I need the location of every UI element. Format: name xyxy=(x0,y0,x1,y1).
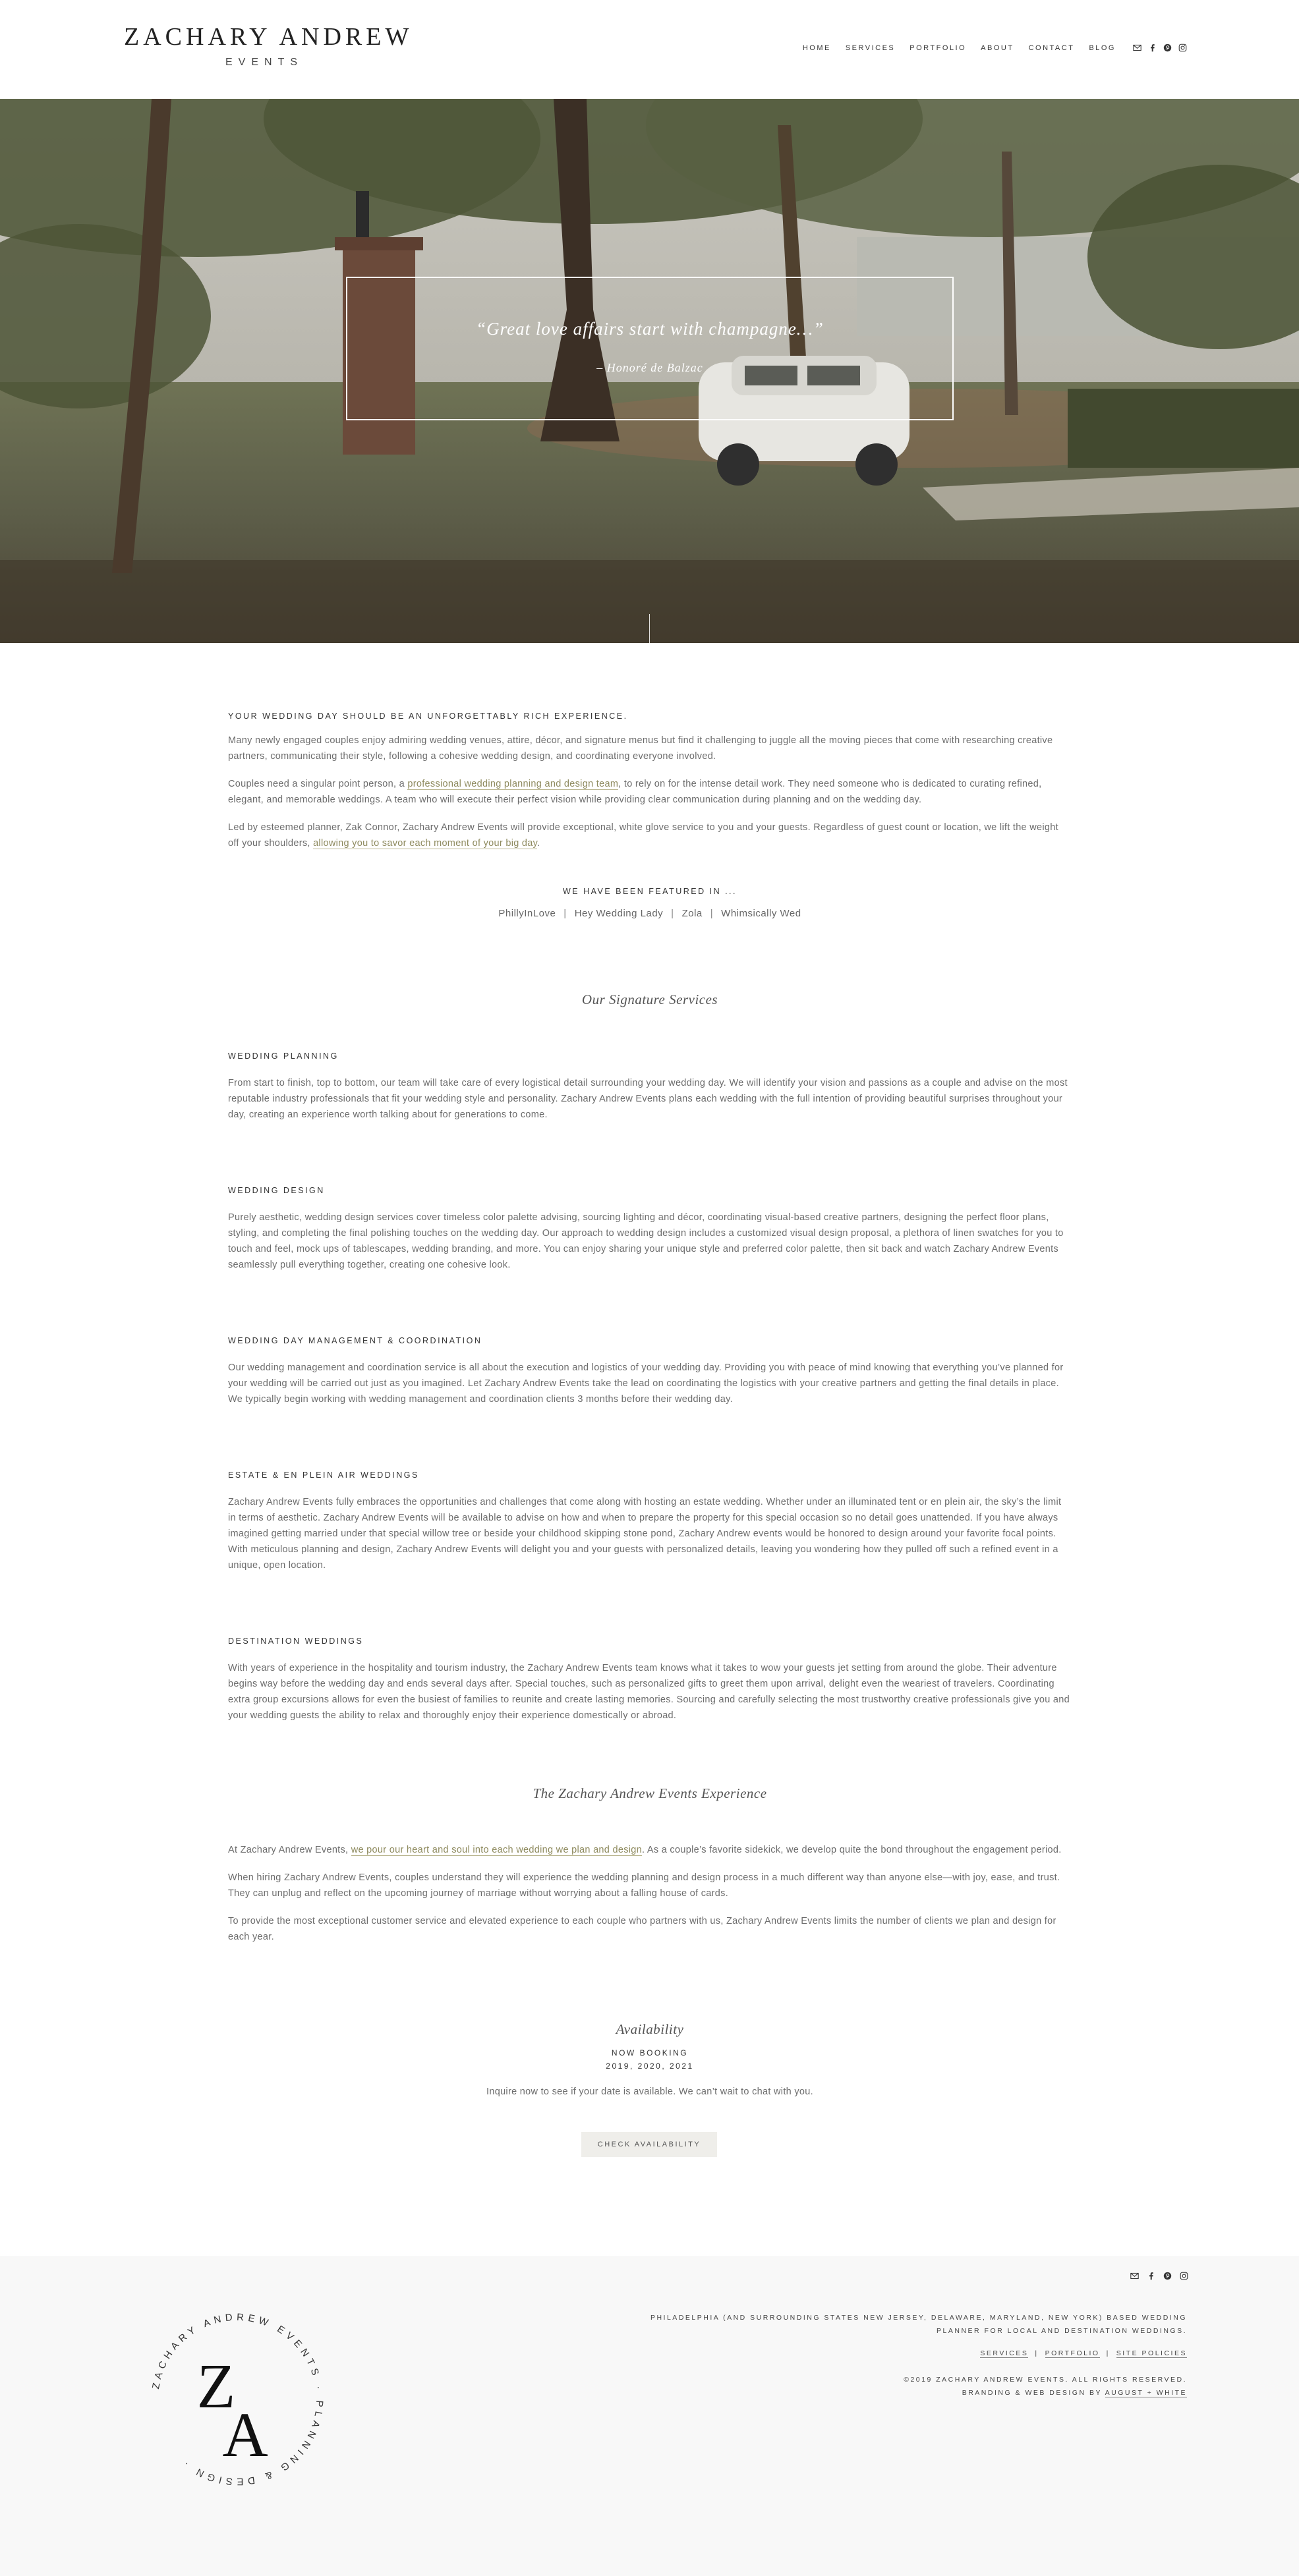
seal-ring-text: ZACHARY ANDREW EVENTS · PLANNING & DESIGN · xyxy=(150,2311,326,2488)
experience-title-wrap xyxy=(228,1785,1072,1802)
footer-credit: BRANDING & WEB DESIGN BY AUGUST + WHITE xyxy=(962,2389,1187,2397)
footer-link-services[interactable]: SERVICES xyxy=(980,2349,1029,2357)
facebook-icon[interactable] xyxy=(1148,43,1157,52)
featured-list: PhillyInLove | Hey Wedding Lady | Zola | Whimsically Wed xyxy=(498,908,801,919)
service-heading: WEDDING DESIGN xyxy=(228,1186,325,1195)
featured-section xyxy=(228,887,1072,919)
planning-design-link[interactable]: professional wedding planning and design team xyxy=(407,779,619,789)
hero-quote: “Great love affairs start with champagne…” xyxy=(476,319,824,339)
experience-title: The Zachary Andrew Events Experience xyxy=(533,1785,767,1801)
availability-title: Availability xyxy=(616,2021,684,2037)
quote-frame xyxy=(346,277,954,420)
instagram-icon[interactable] xyxy=(1178,43,1187,52)
service-heading: DESTINATION WEDDINGS xyxy=(228,1637,364,1646)
designer-credit-link[interactable]: AUGUST + WHITE xyxy=(1105,2389,1187,2397)
seal-monogram-a: A xyxy=(222,2399,268,2470)
intro-paragraph-3: Led by esteemed planner, Zak Connor, Zachary Andrew Events will provide exceptional, white glove service to you and your guests. Regardless of guest count or location, we lift the weight off your shoulders, allowing you to savor each moment of your big day. xyxy=(228,822,1058,849)
footer-seal-logo[interactable] xyxy=(132,2294,343,2505)
experience-paragraph-1: At Zachary Andrew Events, we pour our heart and soul into each wedding we plan and design. As a couple’s favorite sidekick, we develop quite the bond throughout the engagement period. xyxy=(228,1845,1062,1855)
check-availability-button[interactable]: CHECK AVAILABILITY xyxy=(581,2132,717,2157)
site-footer xyxy=(0,2256,1299,2576)
header-social-links xyxy=(1133,43,1187,52)
mail-icon[interactable] xyxy=(1133,43,1141,52)
nav-home[interactable]: HOME xyxy=(802,43,831,52)
featured-item[interactable]: Whimsically Wed xyxy=(721,908,801,919)
nav-services[interactable]: SERVICES xyxy=(845,43,896,52)
nav-about[interactable]: ABOUT xyxy=(981,43,1014,52)
services-title: Our Signature Services xyxy=(581,992,718,1007)
service-management-coordination xyxy=(228,1336,1072,1407)
service-heading: WEDDING DAY MANAGEMENT & COORDINATION xyxy=(228,1336,482,1345)
main-nav xyxy=(803,43,1187,52)
intro-paragraph-1: Many newly engaged couples enjoy admiring wedding venues, attire, décor, and signature menus but find it challenging to juggle all the moving pieces that come with researching creative partners, communicating their style, following a cohesive wedding design, and coordinating everyone involved. xyxy=(228,735,1053,762)
nav-portfolio[interactable]: PORTFOLIO xyxy=(909,43,967,52)
hero-quote-author: – Honoré de Balzac xyxy=(596,361,703,374)
seal-monogram-z: Z xyxy=(196,2351,236,2421)
hero-banner xyxy=(0,99,1299,643)
footer-link-portfolio[interactable]: PORTFOLIO xyxy=(1045,2349,1100,2357)
intro-heading: YOUR WEDDING DAY SHOULD BE AN UNFORGETTABLY RICH EXPERIENCE. xyxy=(228,712,628,721)
featured-item[interactable]: Hey Wedding Lady xyxy=(574,908,664,919)
mail-icon[interactable] xyxy=(1130,2272,1139,2280)
experience-paragraph-3: To provide the most exceptional customer service and elevated experience to each couple who partners with us, Zachary Andrew Events limits the number of clients we plan and design for each year. xyxy=(228,1916,1056,1942)
featured-item[interactable]: PhillyInLove xyxy=(498,908,556,919)
footer-copyright-block xyxy=(904,2373,1187,2399)
nav-contact[interactable]: CONTACT xyxy=(1028,43,1075,52)
featured-item[interactable]: Zola xyxy=(681,908,703,919)
footer-description: PHILADELPHIA (AND SURROUNDING STATES NEW JERSEY, DELAWARE, MARYLAND, NEW YORK) BASED WEDDING PLANNER FOR LOCAL AND DESTINATION WEDDINGS. xyxy=(650,2314,1187,2335)
nav-blog[interactable]: BLOG xyxy=(1089,43,1116,52)
service-text: Purely aesthetic, wedding design services cover timeless color palette advising, sourcing lighting and décor, coordinating visual-based creative partners, designing the perfect floor plans, styling, and completing the final polishing touches on the wedding day. Our approach to wedding design includes a customized visual design proposal, a plethora of linen swatches for you to touch and feel, mock ups of tablescapes, wedding branding, and more. You can enjoy sharing your unique style and preferred color palette, then sit back and watch Zachary Andrew Events seamlessly pull everything together, creating one cohesive look. xyxy=(228,1212,1064,1270)
pinterest-icon[interactable] xyxy=(1163,2272,1172,2280)
footer-links: SERVICES | PORTFOLIO | SITE POLICIES xyxy=(980,2349,1187,2357)
scroll-indicator xyxy=(649,614,650,643)
services-title-wrap xyxy=(228,992,1072,1008)
experience-paragraph-2: When hiring Zachary Andrew Events, couples understand they will experience the wedding planning and design process in a much different way than anyone else—with joy, ease, and trust. They can unplug and reflect on the upcoming journey of marriage without worrying about a falling house of cards. xyxy=(228,1872,1060,1899)
logo-subtitle[interactable]: EVENTS xyxy=(225,57,304,68)
intro-paragraph-2: Couples need a singular point person, a professional wedding planning and design team, to rely on for the intense detail work. They need someone who is dedicated to curating refined, elegant, and memorable weddings. A team who will execute their perfect vision while providing clear communication during planning and on the wedding day. xyxy=(228,779,1042,805)
footer-copyright: ©2019 ZACHARY ANDREW EVENTS. ALL RIGHTS RESERVED. xyxy=(904,2376,1187,2384)
service-wedding-design xyxy=(228,1186,1072,1273)
footer-link-site-policies[interactable]: SITE POLICIES xyxy=(1116,2349,1187,2357)
service-heading: WEDDING PLANNING xyxy=(228,1051,339,1061)
site-header xyxy=(0,0,1299,99)
availability-section xyxy=(228,2021,1072,2100)
now-booking-label: NOW BOOKING xyxy=(611,2048,689,2058)
booking-years: 2019, 2020, 2021 xyxy=(606,2061,694,2071)
intro-section xyxy=(228,712,1072,851)
savor-moment-link[interactable]: allowing you to savor each moment of your big day xyxy=(313,838,538,849)
service-destination-weddings xyxy=(228,1637,1072,1723)
service-text: Zachary Andrew Events fully embraces the opportunities and challenges that come along with hosting an estate wedding. Whether under an illuminated tent or en plein air, the sky’s the limit in terms of aesthetic. Zachary Andrew Events will be available to advise on how and when to prepare the property for this special occasion so no detail goes unattended. If you have always imagined getting married under that special willow tree or beside your childhood skipping stone pond, Zachary Andrew events would be honored to design around your favorite focal points. With meticulous planning and design, Zachary Andrew Events will delight you and your guests with personalized details, leaving you wondering how they pulled off such a refined event in a unique, open location. xyxy=(228,1497,1062,1571)
service-text: From start to finish, top to bottom, our team will take care of every logistical detail surrounding your wedding day. We will identify your vision and passions as a couple and advise on the most reputable industry professionals that fit your wedding style and personality. Zachary Andrew Events plans each wedding with the full intention of providing beautiful surprises throughout your day, creating an experience worth talking about for generations to come. xyxy=(228,1078,1068,1120)
facebook-icon[interactable] xyxy=(1147,2272,1155,2280)
service-wedding-planning xyxy=(228,1051,1072,1123)
footer-social-links xyxy=(1130,2272,1188,2280)
featured-heading: WE HAVE BEEN FEATURED IN ... xyxy=(562,887,737,896)
service-text: With years of experience in the hospitality and tourism industry, the Zachary Andrew Events team knows what it takes to wow your guests jet setting from around the globe. Their adventure begins way before the wedding day and ends several days after. Special touches, such as personalized gifts to greet them upon arrival, delight even the weariest of travelers. Coordinating extra group excursions allows for even the busiest of families to reunite and create lasting memories. Sourcing and carefully selecting the most trustworthy creative professionals give you and your wedding guests the ability to relax and thoroughly enjoy their experience domestically or abroad. xyxy=(228,1663,1070,1721)
pinterest-icon[interactable] xyxy=(1163,43,1172,52)
availability-text: Inquire now to see if your date is available. We can’t wait to chat with you. xyxy=(486,2086,813,2097)
service-heading: ESTATE & EN PLEIN AIR WEDDINGS xyxy=(228,1470,419,1480)
heart-and-soul-link[interactable]: we pour our heart and soul into each wedding we plan and design xyxy=(351,1845,643,1855)
service-estate-weddings xyxy=(228,1470,1072,1573)
instagram-icon[interactable] xyxy=(1180,2272,1188,2280)
experience-section xyxy=(228,1842,1072,1945)
service-text: Our wedding management and coordination service is all about the execution and logistics of your wedding day. Providing you with peace of mind knowing that everything you’ve planned for your wedding will be carried out just as you imagined. Let Zachary Andrew Events take the lead on coordinating the logistics with your creative partners and getting the final details in place. We typically begin working with wedding management and coordination clients 3 months before their wedding day. xyxy=(228,1362,1064,1405)
logo-wordmark[interactable]: ZACHARY ANDREW xyxy=(124,23,413,51)
